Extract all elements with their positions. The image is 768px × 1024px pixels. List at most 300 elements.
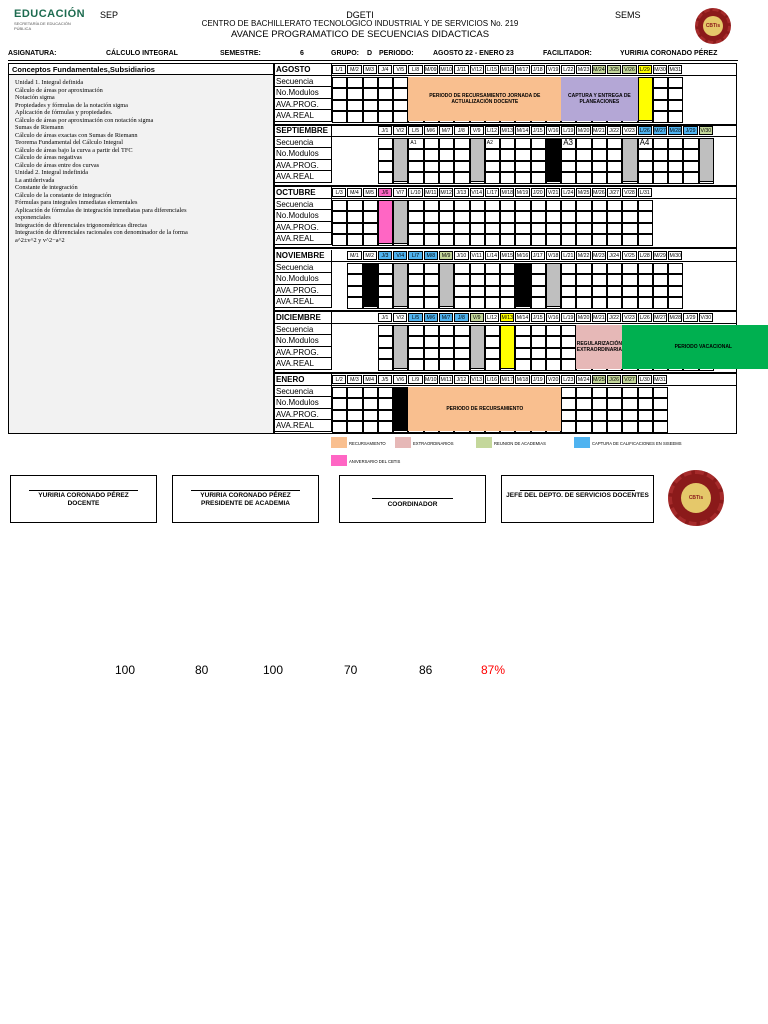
- day-cell: [668, 138, 683, 150]
- row-label: No.Modulos: [275, 148, 332, 159]
- day-cell: [347, 223, 362, 235]
- day-cell: [500, 286, 515, 298]
- day-cell: [515, 138, 530, 150]
- day-cell: [546, 325, 561, 337]
- day-cell: [408, 274, 423, 286]
- day-cell: [347, 274, 362, 286]
- signature-role: JEFE DEL DEPTO. DE SERVICIOS DOCENTES: [506, 492, 649, 499]
- day-cell: [347, 77, 362, 89]
- row-nomodulos: [275, 397, 332, 409]
- day-cell: [408, 211, 423, 223]
- day-cell: [607, 297, 622, 309]
- day-cell: [332, 421, 347, 433]
- day-header: M/2: [347, 65, 361, 74]
- day-cell: [347, 111, 362, 123]
- day-cell: [668, 111, 683, 123]
- day-header: M/31: [654, 377, 666, 383]
- day-cell: [607, 286, 622, 298]
- row-avareal: [275, 171, 332, 183]
- topic-item: Cálculo de áreas exactas con Sumas de Riemann: [15, 131, 138, 139]
- row-secuencia: [275, 386, 332, 398]
- day-cell: [485, 325, 500, 337]
- score-average: 87%: [481, 663, 506, 677]
- day-cell: [408, 359, 423, 371]
- day-cell: [378, 172, 393, 184]
- course-info-row: [8, 49, 738, 61]
- semestre-value: 6: [300, 50, 304, 57]
- day-header: J/19: [531, 375, 545, 384]
- day-cell: [607, 410, 622, 422]
- day-cell: [347, 200, 362, 212]
- day-header: M/16: [501, 67, 513, 73]
- day-cell: [454, 297, 469, 309]
- day-header: M/4: [347, 188, 361, 197]
- day-cell: [347, 387, 362, 399]
- day-header: L/19: [561, 126, 575, 135]
- day-header: L/26: [638, 126, 652, 135]
- day-cell: [424, 297, 439, 309]
- day-cell: [607, 421, 622, 433]
- day-cell: [561, 348, 576, 360]
- row-avaprog: [275, 347, 332, 359]
- day-cell: [668, 149, 683, 161]
- day-cell: [485, 348, 500, 360]
- day-cell: [607, 274, 622, 286]
- day-cell: [500, 211, 515, 223]
- legend-recursamiento: RECURSAMIENTO: [349, 441, 386, 446]
- day-cell: [485, 336, 500, 348]
- day-cell: [485, 297, 500, 309]
- row-nomodulos: [275, 87, 332, 99]
- day-cell: [378, 421, 393, 433]
- day-cell: [424, 172, 439, 184]
- day-cell: [347, 398, 362, 410]
- day-cell: [424, 223, 439, 235]
- asignatura-label: ASIGNATURA:: [8, 50, 57, 57]
- day-header: M/28: [669, 315, 682, 321]
- day-cell: [378, 138, 393, 150]
- row-avareal: [275, 233, 332, 245]
- day-header: J/6: [378, 188, 392, 197]
- day-cell: [378, 263, 393, 275]
- day-header: M/09: [425, 67, 437, 73]
- day-header: M/6: [424, 126, 438, 135]
- day-cell: [561, 336, 576, 348]
- row-secuencia: [275, 76, 332, 88]
- day-cell: [653, 410, 668, 422]
- signature-line: [29, 490, 138, 491]
- day-header: L/12: [485, 313, 499, 322]
- row-avareal: [275, 420, 332, 432]
- sequence-marker: A2: [486, 139, 493, 146]
- dgeti-label: DGETI: [346, 10, 374, 20]
- day-header: L/15: [485, 65, 499, 74]
- day-cell: [363, 77, 378, 89]
- vacacional-block: PERIODO VACACIONAL: [622, 325, 768, 369]
- day-cell: [531, 149, 546, 161]
- day-cell: [668, 88, 683, 100]
- day-cell: [470, 234, 485, 246]
- day-header: M/3: [363, 65, 377, 74]
- topics-panel: [8, 63, 274, 434]
- day-cell: [576, 211, 591, 223]
- day-cell: [347, 421, 362, 433]
- day-header: J/10: [454, 251, 468, 260]
- day-cell: [561, 387, 576, 399]
- day-cell: [668, 274, 683, 286]
- row-avaprog: [275, 99, 332, 111]
- day-cell: [531, 297, 546, 309]
- day-header: J/15: [531, 313, 545, 322]
- month-row-enero: [275, 374, 736, 386]
- day-cell: [439, 234, 454, 246]
- day-cell: [332, 410, 347, 422]
- day-header: V/9: [470, 313, 484, 322]
- semestre-label: SEMESTRE:: [220, 50, 261, 57]
- month-row-octubre: [275, 187, 736, 199]
- legend-swatch-captura: [574, 437, 590, 448]
- day-cell: [408, 234, 423, 246]
- day-cell: [653, 149, 668, 161]
- day-header: V/16: [547, 315, 559, 321]
- day-cell: [515, 223, 530, 235]
- sequence-marker: A4: [639, 137, 650, 147]
- legend-aniversario: ANIVERSARIO DEL CBTIS: [349, 459, 401, 464]
- day-header: L/19: [561, 313, 575, 322]
- day-cell: [561, 149, 576, 161]
- topic-item: a^2±v^2 y v^2−a^2: [15, 236, 65, 244]
- day-cell: [622, 234, 637, 246]
- topic-item: La antiderivada: [15, 176, 55, 184]
- day-cell: [347, 234, 362, 246]
- topic-item: Fórmulas para integrales inmediatas elementales: [15, 199, 138, 206]
- day-cell: [454, 336, 469, 348]
- row-label: Secuencia: [275, 262, 332, 273]
- topic-item: Constante de integración: [15, 184, 78, 191]
- day-cell: [576, 149, 591, 161]
- signature-coordinador: [339, 475, 486, 523]
- day-header: V/27: [624, 377, 635, 383]
- day-header: M/30: [669, 253, 682, 259]
- day-cell: [683, 172, 698, 184]
- shaded-day-gray: [393, 200, 408, 244]
- day-cell: [531, 263, 546, 275]
- day-cell: [561, 161, 576, 173]
- day-cell: [668, 161, 683, 173]
- day-cell: [515, 172, 530, 184]
- day-cell: [347, 211, 362, 223]
- facilitador-label: FACILITADOR:: [543, 50, 592, 57]
- row-secuencia: [275, 262, 332, 274]
- score-5: 86: [419, 663, 433, 677]
- day-cell: [607, 263, 622, 275]
- day-cell: [378, 77, 393, 89]
- day-cell: [607, 138, 622, 150]
- day-cell: [638, 286, 653, 298]
- day-cell: [439, 172, 454, 184]
- day-header: L/24: [561, 188, 575, 197]
- day-cell: [638, 211, 653, 223]
- day-header: M/5: [363, 188, 377, 197]
- legend-extraordinarios: EXTRAORDINARIOS: [413, 441, 454, 446]
- day-header: L/26: [638, 313, 652, 322]
- day-header: M/21: [593, 315, 605, 321]
- day-cell: [347, 100, 362, 112]
- day-header: J/5: [378, 375, 392, 384]
- day-header: M/23: [593, 253, 605, 259]
- day-cell: [576, 398, 591, 410]
- day-cell: [576, 138, 591, 150]
- day-cell: [378, 398, 393, 410]
- month-label: DICIEMBRE: [275, 312, 332, 323]
- day-header: M/30: [654, 67, 666, 73]
- day-cell: [546, 223, 561, 235]
- day-cell: [668, 286, 683, 298]
- day-cell: [424, 359, 439, 371]
- day-header: M/1: [347, 251, 361, 260]
- day-header: L/2: [332, 375, 346, 384]
- row-label: AVA.REAL: [275, 420, 332, 431]
- recursamiento-block: PERIODO DE RECURSAMIENTO JORNADA DE ACTUALIZACIÓN DOCENTE: [408, 77, 561, 121]
- day-cell: [561, 410, 576, 422]
- day-cell: [653, 387, 668, 399]
- day-cell: [500, 223, 515, 235]
- day-cell: [515, 336, 530, 348]
- day-header: M/29: [654, 253, 666, 259]
- row-nomodulos: [275, 273, 332, 285]
- topic-item: Cálculo de la constante de integración: [15, 191, 111, 199]
- day-cell: [546, 200, 561, 212]
- day-cell: [592, 223, 607, 235]
- day-cell: [393, 100, 408, 112]
- row-avaprog: [275, 285, 332, 297]
- day-cell: [668, 77, 683, 89]
- regularizacion-block: REGULARIZACIÓN EXTRAORDINARIA: [576, 325, 622, 369]
- day-cell: [576, 410, 591, 422]
- day-header: M/8: [424, 251, 438, 260]
- day-header: M/17: [501, 377, 513, 383]
- day-cell: [561, 200, 576, 212]
- day-cell: [638, 297, 653, 309]
- day-cell: [592, 297, 607, 309]
- day-cell: [638, 410, 653, 422]
- legend-academias: REUNION DE ACADEMIAS: [494, 441, 546, 446]
- row-label: No.Modulos: [275, 335, 332, 346]
- day-cell: [500, 161, 515, 173]
- day-cell: [607, 149, 622, 161]
- day-cell: [638, 223, 653, 235]
- row-nomodulos: [275, 148, 332, 160]
- day-cell: [531, 359, 546, 371]
- day-cell: [408, 172, 423, 184]
- day-cell: [653, 77, 668, 89]
- day-cell: [576, 172, 591, 184]
- day-header: V/9: [470, 126, 484, 135]
- topic-item: exponenciales: [15, 214, 51, 221]
- topic-item: Cálculo de áreas por aproximación con notación sigma: [15, 116, 154, 124]
- day-cell: [576, 387, 591, 399]
- day-header: L/3: [332, 188, 346, 197]
- day-cell: [561, 286, 576, 298]
- day-header: M/7: [439, 126, 453, 135]
- day-cell: [424, 286, 439, 298]
- legend-swatch-recursamiento: [331, 437, 347, 448]
- day-cell: [378, 161, 393, 173]
- day-cell: [408, 200, 423, 212]
- row-label: Secuencia: [275, 324, 332, 335]
- day-header: V/20: [547, 377, 559, 383]
- day-header: V/23: [624, 128, 635, 134]
- day-cell: [378, 297, 393, 309]
- day-cell: [653, 286, 668, 298]
- row-label: Secuencia: [275, 199, 332, 210]
- day-cell: [668, 297, 683, 309]
- day-cell: [363, 410, 378, 422]
- day-cell: [622, 387, 637, 399]
- month-label: NOVIEMBRE: [275, 250, 332, 261]
- day-header: M/15: [501, 253, 513, 259]
- day-header: J/12: [454, 375, 468, 384]
- day-header: L/29: [638, 65, 652, 74]
- day-header: V/6: [393, 375, 407, 384]
- day-cell: [378, 325, 393, 337]
- day-header: V/26: [624, 67, 635, 73]
- day-cell: [653, 100, 668, 112]
- day-cell: [332, 398, 347, 410]
- day-cell: [592, 200, 607, 212]
- day-cell: [622, 211, 637, 223]
- day-header: L/7: [408, 251, 422, 260]
- day-cell: [454, 263, 469, 275]
- day-header: J/13: [454, 188, 468, 197]
- day-cell: [607, 211, 622, 223]
- day-cell: [561, 274, 576, 286]
- day-header: V/19: [547, 67, 559, 73]
- row-avaprog: [275, 409, 332, 421]
- day-header: V/18: [547, 253, 559, 259]
- day-cell: [454, 211, 469, 223]
- day-cell: [653, 297, 668, 309]
- day-cell: [393, 77, 408, 89]
- day-cell: [515, 211, 530, 223]
- day-cell: [561, 234, 576, 246]
- row-label: Secuencia: [275, 137, 332, 148]
- school-name: CENTRO DE BACHILLERATO TECNOLOGICO INDUSTRIAL Y DE SERVICIOS No. 219: [201, 19, 519, 28]
- day-cell: [653, 88, 668, 100]
- day-cell: [592, 172, 607, 184]
- day-header: M/27: [654, 128, 666, 134]
- day-cell: [424, 138, 439, 150]
- row-avaprog: [275, 160, 332, 172]
- day-header: V/4: [393, 251, 407, 260]
- day-header: M/16: [516, 253, 529, 259]
- day-cell: [546, 348, 561, 360]
- day-cell: [363, 200, 378, 212]
- day-cell: [515, 161, 530, 173]
- row-label: AVA.PROG.: [275, 347, 332, 358]
- day-cell: [408, 286, 423, 298]
- row-label: AVA.PROG.: [275, 222, 332, 233]
- day-cell: [424, 200, 439, 212]
- day-header: V/23: [624, 315, 635, 321]
- day-cell: [485, 223, 500, 235]
- day-cell: [378, 387, 393, 399]
- day-cell: [653, 263, 668, 275]
- day-cell: [592, 398, 607, 410]
- day-cell: [592, 234, 607, 246]
- day-cell: [531, 274, 546, 286]
- day-cell: [424, 325, 439, 337]
- row-label: AVA.REAL: [275, 233, 332, 244]
- day-cell: [531, 336, 546, 348]
- day-header: L/14: [485, 251, 499, 260]
- day-cell: [485, 149, 500, 161]
- grupo-label: GRUPO:: [331, 50, 359, 57]
- day-cell: [622, 200, 637, 212]
- day-cell: [470, 274, 485, 286]
- month-row-diciembre: [275, 312, 736, 324]
- row-secuencia: [275, 137, 332, 149]
- document-title: AVANCE PROGRAMATICO DE SECUENCIAS DIDACTICAS: [230, 29, 490, 40]
- day-cell: [424, 263, 439, 275]
- day-header: J/22: [607, 126, 621, 135]
- shaded-day-gray: [470, 325, 485, 369]
- day-cell: [561, 325, 576, 337]
- row-label: AVA.PROG.: [275, 160, 332, 171]
- day-cell: [607, 398, 622, 410]
- legend-swatch-aniversario: [331, 455, 347, 466]
- day-header: M/25: [593, 377, 605, 383]
- grupo-value: D: [367, 50, 373, 57]
- day-cell: [439, 161, 454, 173]
- day-cell: [531, 161, 546, 173]
- day-header: J/17: [531, 251, 545, 260]
- day-cell: [668, 263, 683, 275]
- day-header: J/4: [378, 65, 392, 74]
- day-header: M/31: [669, 67, 682, 73]
- day-cell: [454, 286, 469, 298]
- day-cell: [378, 100, 393, 112]
- day-cell: [638, 421, 653, 433]
- day-header: V/2: [393, 313, 407, 322]
- day-cell: [454, 325, 469, 337]
- row-label: No.Modulos: [275, 273, 332, 284]
- topic-item: Sumas de Riemann: [15, 124, 64, 131]
- calendar-grid: [274, 63, 737, 434]
- day-cell: [607, 161, 622, 173]
- day-cell: [332, 223, 347, 235]
- row-avareal: [275, 296, 332, 308]
- day-cell: [424, 149, 439, 161]
- educacion-logo: EDUCACIÓN: [14, 8, 86, 20]
- day-cell: [653, 138, 668, 150]
- day-cell: [439, 336, 454, 348]
- topic-item: Cálculo de áreas bajo la curva a partir del TFC: [15, 146, 133, 154]
- day-cell: [561, 359, 576, 371]
- day-cell: [622, 274, 637, 286]
- day-header: M/13: [501, 315, 513, 321]
- topic-item: Unidad 2. Integral indefinida: [15, 169, 89, 176]
- day-header: V/12: [471, 67, 482, 73]
- topics-list: [9, 75, 273, 244]
- day-cell: [485, 359, 500, 371]
- day-header: J/27: [607, 188, 621, 197]
- month-label: AGOSTO: [275, 64, 332, 75]
- day-cell: [638, 398, 653, 410]
- row-secuencia: [275, 324, 332, 336]
- day-cell: [347, 297, 362, 309]
- day-cell: [607, 234, 622, 246]
